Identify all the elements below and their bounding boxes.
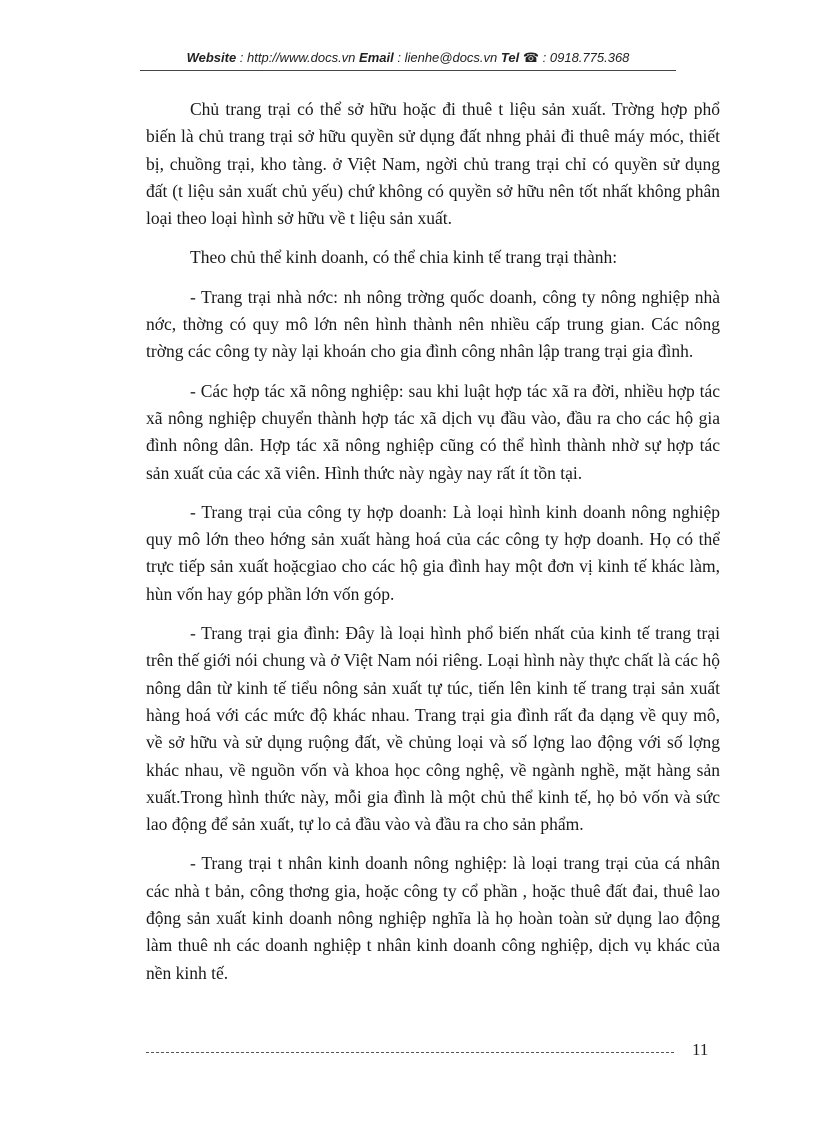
header-divider	[140, 70, 676, 71]
paragraph: Chủ trang trại có thể sở hữu hoặc đi thuê t liệu sản xuất. Trờng hợp phổ biến là chủ trang trại sở hữu quyền sử dụng đất nhng phải đi thuê máy móc, thiết bị, chuồng trại, kho tàng. ở Việt Nam, ngời chủ trang trại chỉ có quyền sử dụng đất (t liệu sản xuất chủ yếu) chứ không có quyền sở hữu nên tốt nhất không phân loại theo loại hình sở hữu về t liệu sản xuất.	[146, 99, 720, 229]
website-label: Website	[186, 50, 237, 65]
website-url[interactable]: http://www.docs.vn	[247, 50, 356, 65]
paragraph: - Trang trại của công ty hợp doanh: Là loại hình kinh doanh nông nghiệp quy mô lớn theo hớng sản xuất hàng hoá của các công ty hợp doanh. Họ có thể trực tiếp sản xuất hoặcgiao cho các hộ gia đình hay một đơn vị kinh tế khác làm, hùn vốn hay góp phần lớn vốn góp.	[146, 501, 720, 604]
paragraph: - Trang trại t nhân kinh doanh nông nghiệp: là loại trang trại của cá nhân các nhà t bản, công thơng gia, hoặc công ty cổ phần , hoặc thuê đất đai, thuê lao động sản xuất kinh doanh nông nghiệp nghĩa là họ hoàn toàn sử dụng lao động làm thuê nh các doanh nghiệp t nhân kinh doanh công nghiệp, dịch vụ khác của nền kinh tế.	[146, 853, 720, 983]
page-number: 11	[692, 1040, 709, 1059]
paragraph: - Trang trại nhà nớc: nh nông trờng quốc doanh, công ty nông nghiệp nhà nớc, thờng có quy mô lớn nên hình thành nên nhiều cấp trung gian. Các nông trờng các công ty này lại khoán cho gia đình công nhân lập trang trại gia đình.	[146, 286, 720, 362]
paragraph: Theo chủ thể kinh doanh, có thể chia kinh tế trang trại thành:	[190, 247, 618, 268]
footer-divider	[146, 1052, 674, 1053]
tel-label: Tel	[500, 50, 520, 65]
email-sep: :	[393, 50, 405, 65]
tel-value: : 0918.775.368	[539, 50, 630, 65]
document-body	[146, 96, 720, 999]
paragraph: - Các hợp tác xã nông nghiệp: sau khi luật hợp tác xã ra đời, nhiều hợp tác xã nông nghiệp chuyển thành hợp tác xã dịch vụ đầu vào, đầu ra cho các hộ gia đình nông dân. Hợp tác xã nông nghiệp cũng có thể hình thành nhờ sự hợp tác sản xuất của các xã viên. Hình thức này ngày nay rất ít tồn tại.	[146, 380, 720, 483]
page-header	[140, 50, 676, 66]
email-value[interactable]: lienhe@docs.vn	[404, 50, 498, 65]
website-sep: :	[236, 50, 248, 65]
paragraph: - Trang trại gia đình: Đây là loại hình phổ biến nhất của kinh tế trang trại trên thế giới nói chung và ở Việt Nam nói riêng. Loại hình này thực chất là các hộ nông dân từ kinh tế tiểu nông sản xuất tự túc, tiến lên kinh tế trang trại sản xuất hàng hoá với các mức độ khác nhau. Trang trại gia đình rất đa dạng về quy mô, về sở hữu và sử dụng ruộng đất, về chủng loại và số lợng lao động với số lợng khác nhau, về nguồn vốn và khoa học công nghệ, về ngành nghề, mặt hàng sản xuất.Trong hình thức này, mỗi gia đình là một chủ thể kinh tế, họ bỏ vốn và sức lao động để sản xuất, tự lo cả đầu vào và đầu ra cho sản phẩm.	[146, 623, 720, 835]
email-label: Email	[359, 50, 394, 65]
phone-icon: ☎	[522, 50, 540, 65]
